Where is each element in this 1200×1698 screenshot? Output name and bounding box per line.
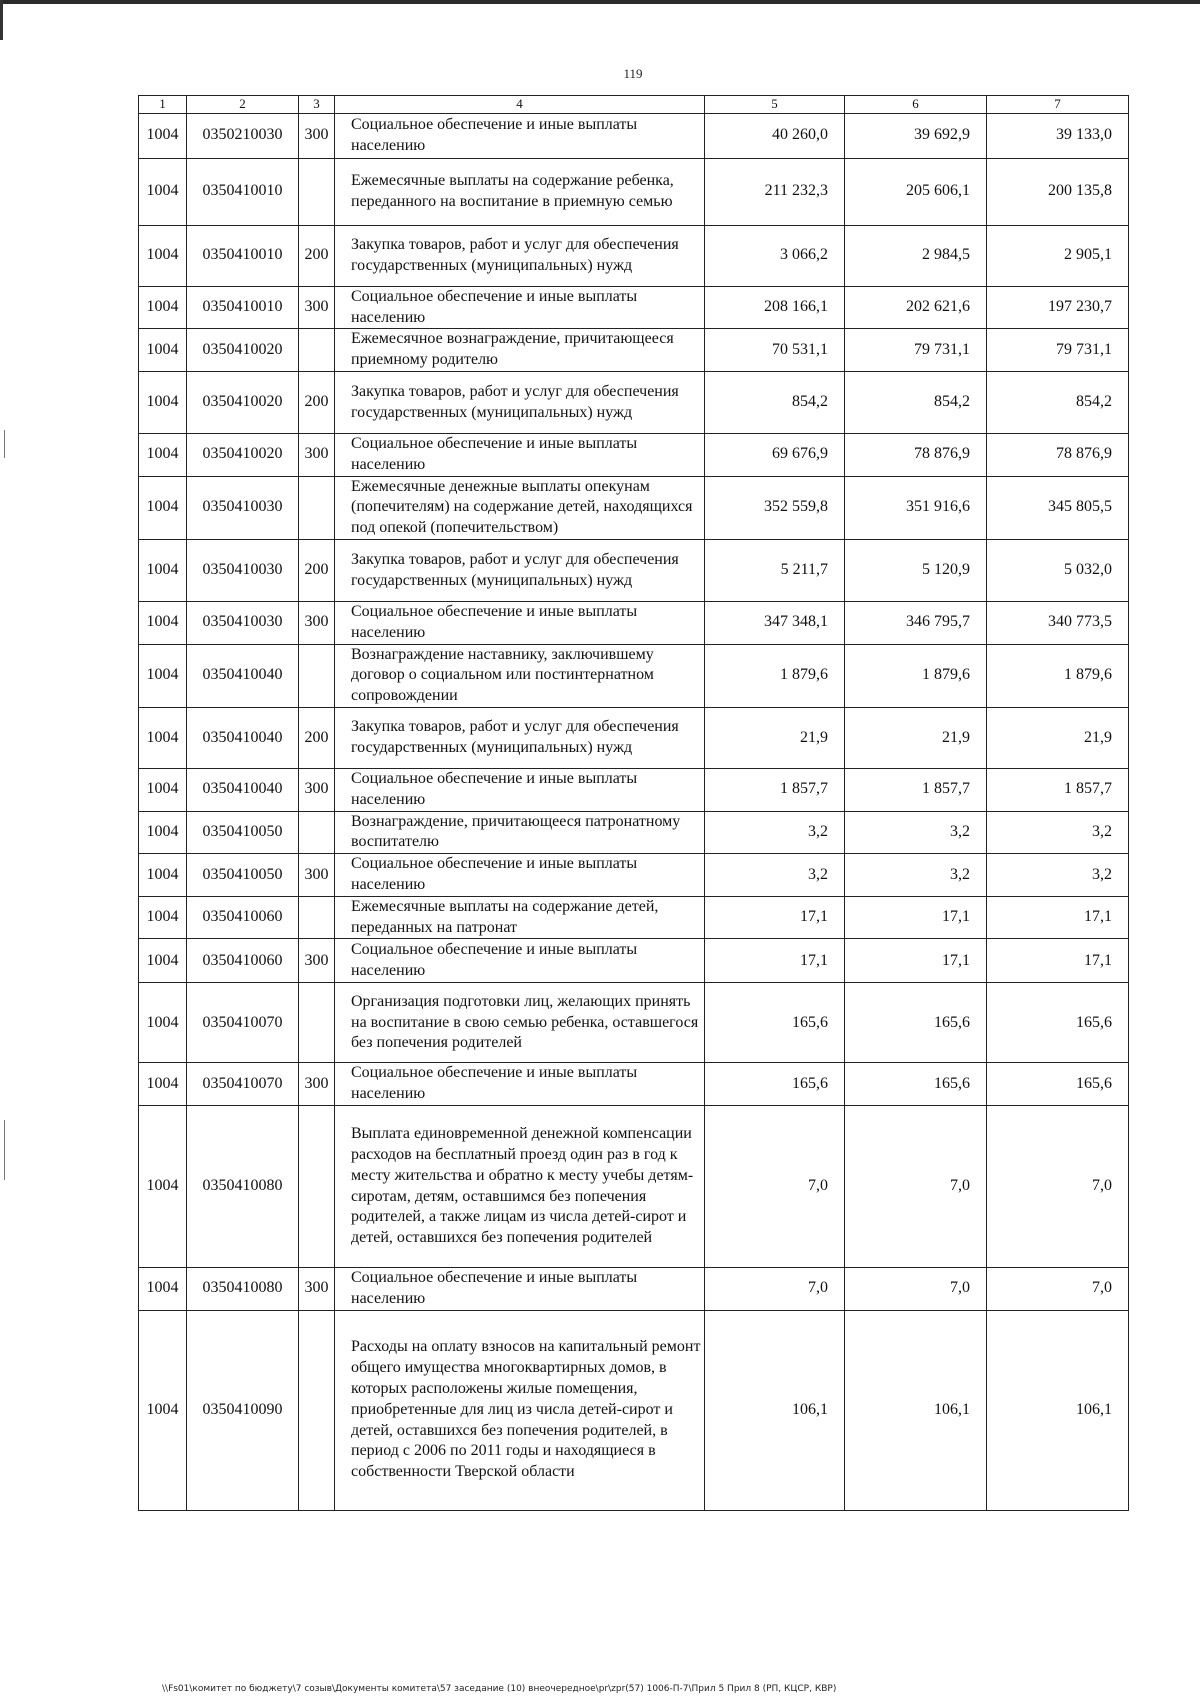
header-row — [139, 96, 1129, 114]
value-2-cell: 854,2 — [705, 372, 845, 434]
section-cell: 1004 — [139, 225, 187, 286]
value-3-cell: 106,1 — [845, 1310, 987, 1510]
section-cell: 1004 — [139, 939, 187, 983]
table-row — [139, 113, 1129, 158]
expense-type-cell — [299, 896, 335, 939]
value-2-cell: 208 166,1 — [705, 286, 845, 329]
expense-type-cell: 300 — [299, 1063, 335, 1106]
value-2-cell: 3,2 — [705, 811, 845, 854]
expense-type-cell: 200 — [299, 540, 335, 602]
target-code-cell: 0350410060 — [187, 939, 299, 983]
value-3-cell: 205 606,1 — [845, 158, 987, 225]
section-cell: 1004 — [139, 372, 187, 434]
table-row — [139, 434, 1129, 477]
value-2-cell: 106,1 — [705, 1310, 845, 1510]
value-4-cell: 197 230,7 — [987, 286, 1129, 329]
table-row — [139, 602, 1129, 645]
section-cell: 1004 — [139, 286, 187, 329]
value-4-cell: 106,1 — [987, 1310, 1129, 1510]
column-header: 5 — [705, 96, 845, 114]
column-header: 1 — [139, 96, 187, 114]
expense-type-cell: 300 — [299, 113, 335, 158]
expense-type-cell: 300 — [299, 434, 335, 477]
section-cell: 1004 — [139, 158, 187, 225]
value-4-cell: 5 032,0 — [987, 540, 1129, 602]
column-header: 6 — [845, 96, 987, 114]
table-row — [139, 939, 1129, 983]
budget-table — [138, 95, 1129, 1511]
expense-type-cell — [299, 329, 335, 372]
value-4-cell: 1 879,6 — [987, 644, 1129, 707]
value-2-cell: 347 348,1 — [705, 602, 845, 645]
value-4-cell: 17,1 — [987, 939, 1129, 983]
expense-type-cell — [299, 476, 335, 539]
table-row — [139, 476, 1129, 539]
value-2-cell: 40 260,0 — [705, 113, 845, 158]
table-row — [139, 329, 1129, 372]
section-cell: 1004 — [139, 1063, 187, 1106]
description-cell: Закупка товаров, работ и услуг для обеспечения государственных (муниципальных) нужд — [335, 225, 705, 286]
target-code-cell: 0350410010 — [187, 158, 299, 225]
target-code-cell: 0350410030 — [187, 540, 299, 602]
table-row — [139, 1310, 1129, 1510]
value-2-cell: 17,1 — [705, 896, 845, 939]
expense-type-cell: 200 — [299, 372, 335, 434]
scan-mark — [4, 1120, 5, 1180]
description-cell: Закупка товаров, работ и услуг для обеспечения государственных (муниципальных) нужд — [335, 540, 705, 602]
description-cell: Ежемесячные выплаты на содержание ребенка, переданного на воспитание в приемную семью — [335, 158, 705, 225]
table-row — [139, 286, 1129, 329]
target-code-cell: 0350410010 — [187, 225, 299, 286]
expense-type-cell: 300 — [299, 286, 335, 329]
column-header: 4 — [335, 96, 705, 114]
target-code-cell: 0350410020 — [187, 434, 299, 477]
value-4-cell: 7,0 — [987, 1106, 1129, 1268]
target-code-cell: 0350410080 — [187, 1268, 299, 1311]
description-cell: Социальное обеспечение и иные выплаты населению — [335, 1063, 705, 1106]
section-cell: 1004 — [139, 1106, 187, 1268]
value-2-cell: 7,0 — [705, 1268, 845, 1311]
target-code-cell: 0350410070 — [187, 983, 299, 1063]
target-code-cell: 0350410040 — [187, 644, 299, 707]
value-3-cell: 346 795,7 — [845, 602, 987, 645]
expense-type-cell — [299, 811, 335, 854]
column-header: 2 — [187, 96, 299, 114]
value-4-cell: 39 133,0 — [987, 113, 1129, 158]
description-cell: Социальное обеспечение и иные выплаты населению — [335, 1268, 705, 1311]
description-cell: Вознаграждение наставнику, заключившему договор о социальном или постинтернатном сопровождении — [335, 644, 705, 707]
target-code-cell: 0350410040 — [187, 708, 299, 769]
value-4-cell: 340 773,5 — [987, 602, 1129, 645]
value-3-cell: 39 692,9 — [845, 113, 987, 158]
expense-type-cell: 300 — [299, 769, 335, 812]
target-code-cell: 0350410030 — [187, 476, 299, 539]
description-cell: Организация подготовки лиц, желающих принять на воспитание в свою семью ребенка, оставшегося без попечения родителей — [335, 983, 705, 1063]
value-3-cell: 17,1 — [845, 896, 987, 939]
target-code-cell: 0350410020 — [187, 329, 299, 372]
value-3-cell: 5 120,9 — [845, 540, 987, 602]
value-4-cell: 345 805,5 — [987, 476, 1129, 539]
value-2-cell: 165,6 — [705, 1063, 845, 1106]
value-2-cell: 21,9 — [705, 708, 845, 769]
description-cell: Социальное обеспечение и иные выплаты населению — [335, 113, 705, 158]
section-cell: 1004 — [139, 434, 187, 477]
section-cell: 1004 — [139, 329, 187, 372]
value-4-cell: 79 731,1 — [987, 329, 1129, 372]
value-4-cell: 200 135,8 — [987, 158, 1129, 225]
expense-type-cell: 300 — [299, 854, 335, 897]
table-row — [139, 225, 1129, 286]
value-3-cell: 7,0 — [845, 1268, 987, 1311]
value-2-cell: 69 676,9 — [705, 434, 845, 477]
table-row — [139, 1268, 1129, 1311]
value-4-cell: 165,6 — [987, 983, 1129, 1063]
value-3-cell: 78 876,9 — [845, 434, 987, 477]
column-header: 7 — [987, 96, 1129, 114]
expense-type-cell — [299, 644, 335, 707]
description-cell: Социальное обеспечение и иные выплаты населению — [335, 602, 705, 645]
value-4-cell: 165,6 — [987, 1063, 1129, 1106]
footer-file-path: \\Fs01\комитет по бюджету\7 созыв\Документы комитета\57 заседание (10) внеочередное\pr\zpr(57) 1006-П-7\Прил 5 Прил 8 (РП, КЦСР, КВР) — [162, 1684, 837, 1694]
target-code-cell: 0350210030 — [187, 113, 299, 158]
description-cell: Выплата единовременной денежной компенсации расходов на бесплатный проезд один раз в год к месту жительства и обратно к месту учебы детям-сиротам, детям, оставшимся без попечения родителей, а также лицам из числа детей-сирот и детей, оставшихся без попечения родителей — [335, 1106, 705, 1268]
section-cell: 1004 — [139, 983, 187, 1063]
expense-type-cell: 200 — [299, 225, 335, 286]
value-2-cell: 352 559,8 — [705, 476, 845, 539]
description-cell: Социальное обеспечение и иные выплаты населению — [335, 939, 705, 983]
expense-type-cell: 300 — [299, 602, 335, 645]
value-3-cell: 7,0 — [845, 1106, 987, 1268]
value-3-cell: 351 916,6 — [845, 476, 987, 539]
section-cell: 1004 — [139, 769, 187, 812]
target-code-cell: 0350410060 — [187, 896, 299, 939]
expense-type-cell: 200 — [299, 708, 335, 769]
table-row — [139, 1063, 1129, 1106]
value-3-cell: 1 879,6 — [845, 644, 987, 707]
value-4-cell: 17,1 — [987, 896, 1129, 939]
scan-mark — [4, 430, 5, 458]
target-code-cell: 0350410010 — [187, 286, 299, 329]
value-4-cell: 3,2 — [987, 811, 1129, 854]
value-3-cell: 3,2 — [845, 854, 987, 897]
target-code-cell: 0350410050 — [187, 854, 299, 897]
value-3-cell: 17,1 — [845, 939, 987, 983]
target-code-cell: 0350410070 — [187, 1063, 299, 1106]
target-code-cell: 0350410090 — [187, 1310, 299, 1510]
target-code-cell: 0350410030 — [187, 602, 299, 645]
description-cell: Закупка товаров, работ и услуг для обеспечения государственных (муниципальных) нужд — [335, 372, 705, 434]
value-4-cell: 3,2 — [987, 854, 1129, 897]
value-3-cell: 165,6 — [845, 1063, 987, 1106]
value-4-cell: 21,9 — [987, 708, 1129, 769]
value-3-cell: 3,2 — [845, 811, 987, 854]
expense-type-cell: 300 — [299, 939, 335, 983]
value-2-cell: 165,6 — [705, 983, 845, 1063]
table-row — [139, 644, 1129, 707]
target-code-cell: 0350410040 — [187, 769, 299, 812]
section-cell: 1004 — [139, 602, 187, 645]
section-cell: 1004 — [139, 644, 187, 707]
table-row — [139, 983, 1129, 1063]
value-3-cell: 202 621,6 — [845, 286, 987, 329]
value-3-cell: 1 857,7 — [845, 769, 987, 812]
value-3-cell: 79 731,1 — [845, 329, 987, 372]
description-cell: Ежемесячное вознаграждение, причитающееся приемному родителю — [335, 329, 705, 372]
page-number: 119 — [623, 66, 643, 81]
value-4-cell: 7,0 — [987, 1268, 1129, 1311]
table-row — [139, 769, 1129, 812]
description-cell: Социальное обеспечение и иные выплаты населению — [335, 286, 705, 329]
column-header: 3 — [299, 96, 335, 114]
scan-border-top — [0, 0, 1200, 4]
expense-type-cell — [299, 983, 335, 1063]
table-body — [139, 113, 1129, 1510]
value-2-cell: 3 066,2 — [705, 225, 845, 286]
value-3-cell: 165,6 — [845, 983, 987, 1063]
table-row — [139, 1106, 1129, 1268]
table-row — [139, 540, 1129, 602]
table-row — [139, 811, 1129, 854]
table-row — [139, 372, 1129, 434]
section-cell: 1004 — [139, 896, 187, 939]
section-cell: 1004 — [139, 476, 187, 539]
section-cell: 1004 — [139, 1310, 187, 1510]
table-row — [139, 854, 1129, 897]
value-2-cell: 1 879,6 — [705, 644, 845, 707]
table-row — [139, 158, 1129, 225]
value-4-cell: 78 876,9 — [987, 434, 1129, 477]
section-cell: 1004 — [139, 1268, 187, 1311]
section-cell: 1004 — [139, 113, 187, 158]
expense-type-cell — [299, 1310, 335, 1510]
value-2-cell: 17,1 — [705, 939, 845, 983]
target-code-cell: 0350410080 — [187, 1106, 299, 1268]
value-2-cell: 3,2 — [705, 854, 845, 897]
description-cell: Расходы на оплату взносов на капитальный ремонт общего имущества многоквартирных домов, в которых расположены жилые помещения, приобретенные для лиц из числа детей-сирот и детей, оставшихся без попечения родителей, в период с 2006 по 2011 годы и находящиеся в собственности Тверской области — [335, 1310, 705, 1510]
section-cell: 1004 — [139, 854, 187, 897]
value-4-cell: 1 857,7 — [987, 769, 1129, 812]
value-2-cell: 70 531,1 — [705, 329, 845, 372]
expense-type-cell — [299, 1106, 335, 1268]
section-cell: 1004 — [139, 708, 187, 769]
value-2-cell: 1 857,7 — [705, 769, 845, 812]
target-code-cell: 0350410050 — [187, 811, 299, 854]
value-2-cell: 211 232,3 — [705, 158, 845, 225]
description-cell: Социальное обеспечение и иные выплаты населению — [335, 434, 705, 477]
value-4-cell: 854,2 — [987, 372, 1129, 434]
value-3-cell: 21,9 — [845, 708, 987, 769]
expense-type-cell — [299, 158, 335, 225]
value-4-cell: 2 905,1 — [987, 225, 1129, 286]
description-cell: Социальное обеспечение и иные выплаты населению — [335, 769, 705, 812]
target-code-cell: 0350410020 — [187, 372, 299, 434]
description-cell: Ежемесячные денежные выплаты опекунам (попечителям) на содержание детей, находящихся под опекой (попечительством) — [335, 476, 705, 539]
scan-border-left — [0, 0, 3, 40]
value-3-cell: 854,2 — [845, 372, 987, 434]
description-cell: Ежемесячные выплаты на содержание детей, переданных на патронат — [335, 896, 705, 939]
value-2-cell: 7,0 — [705, 1106, 845, 1268]
value-2-cell: 5 211,7 — [705, 540, 845, 602]
section-cell: 1004 — [139, 811, 187, 854]
table-row — [139, 896, 1129, 939]
section-cell: 1004 — [139, 540, 187, 602]
description-cell: Социальное обеспечение и иные выплаты населению — [335, 854, 705, 897]
table-row — [139, 708, 1129, 769]
expense-type-cell: 300 — [299, 1268, 335, 1311]
value-3-cell: 2 984,5 — [845, 225, 987, 286]
description-cell: Вознаграждение, причитающееся патронатному воспитателю — [335, 811, 705, 854]
description-cell: Закупка товаров, работ и услуг для обеспечения государственных (муниципальных) нужд — [335, 708, 705, 769]
